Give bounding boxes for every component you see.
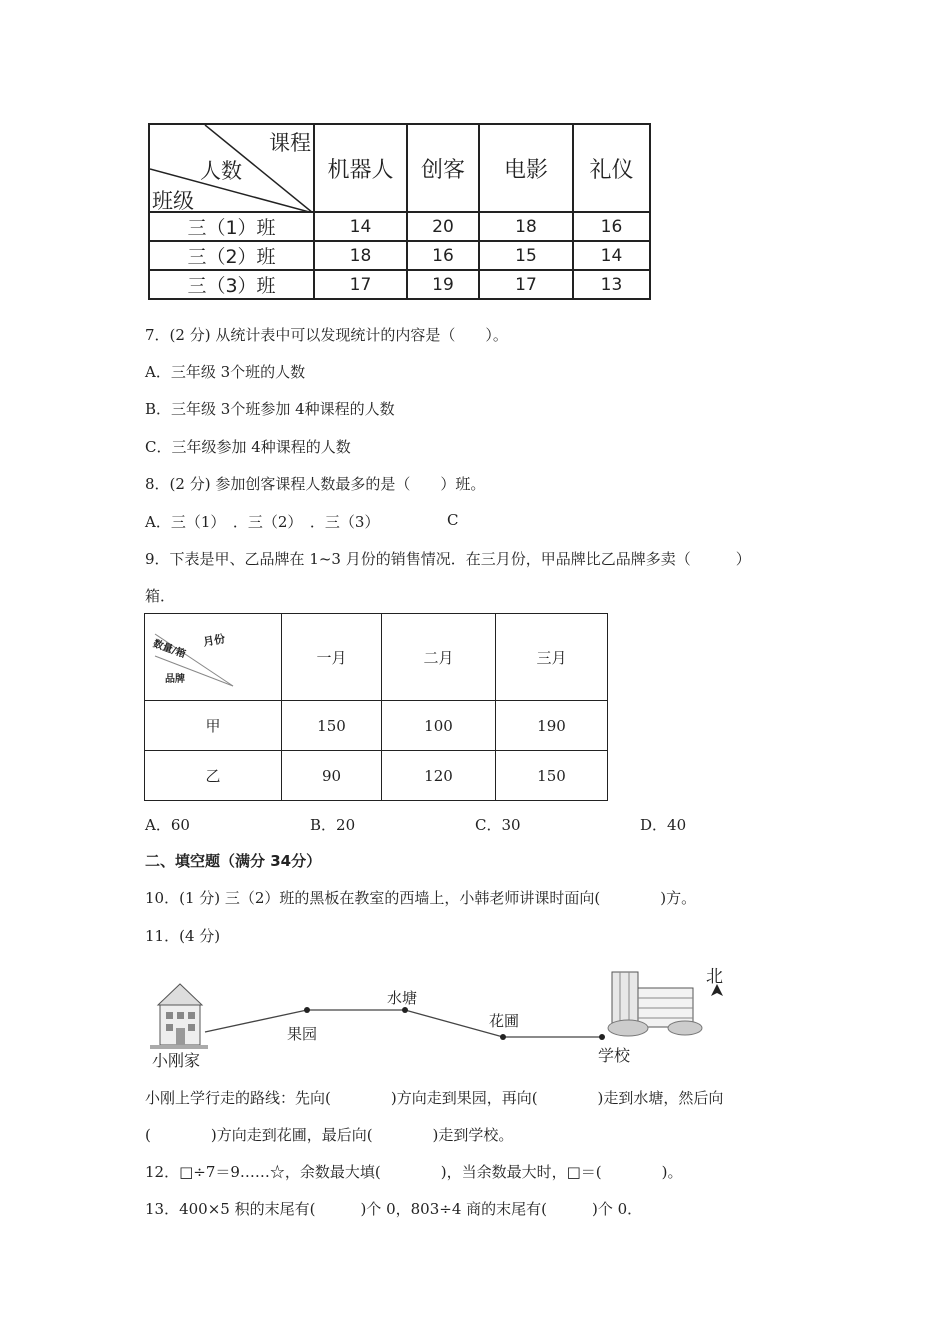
table-row <box>145 751 608 801</box>
cell: 15 <box>479 241 573 270</box>
question-11-line-2: ( )方向走到花圃，最后向( )走到学校。 <box>145 1126 514 1144</box>
question-9-option-b: B．20 <box>310 816 356 834</box>
cell: 18 <box>314 241 407 270</box>
question-9-option-d: D．40 <box>640 816 687 834</box>
question-7-stem: 7．(2 分) 从统计表中可以发现统计的内容是（ ）。 <box>145 326 508 344</box>
table-corner-cell <box>145 614 282 701</box>
header-cell: 三月 <box>496 614 608 701</box>
table-row <box>149 241 650 270</box>
cell: 150 <box>496 751 608 801</box>
header-cell: 创客 <box>407 124 479 212</box>
table-row <box>149 270 650 299</box>
cell: 14 <box>573 241 650 270</box>
map-garden-label: 花圃 <box>489 1012 520 1030</box>
table-row <box>149 212 650 241</box>
header-cell: 电影 <box>479 124 573 212</box>
question-7-option-b: B．三年级 3个班参加 4种课程的人数 <box>145 400 395 418</box>
corner-top: 月份 <box>202 632 227 649</box>
question-7-option-a: A．三年级 3个班的人数 <box>145 363 306 381</box>
question-8-extra: C <box>447 511 459 529</box>
route-map <box>150 960 740 1075</box>
header-cell: 礼仪 <box>573 124 650 212</box>
cell: 17 <box>479 270 573 299</box>
header-cell: 二月 <box>382 614 496 701</box>
cell: 90 <box>282 751 382 801</box>
corner-bottom: 班级 <box>152 189 194 213</box>
school-point <box>599 1034 605 1040</box>
cell: 20 <box>407 212 479 241</box>
question-9-option-c: C．30 <box>475 816 521 834</box>
question-9-option-a: A．60 <box>145 816 190 834</box>
header-cell: 一月 <box>282 614 382 701</box>
cell: 14 <box>314 212 407 241</box>
corner-top: 课程 <box>269 131 311 155</box>
cell: 16 <box>407 241 479 270</box>
cell: 100 <box>382 701 496 751</box>
question-11-stem: 11．(4 分) <box>145 927 221 945</box>
header-cell: 机器人 <box>314 124 407 212</box>
cell: 190 <box>496 701 608 751</box>
cell: 120 <box>382 751 496 801</box>
question-13: 13．400×5 积的末尾有( )个 0，803÷4 商的末尾有( )个 0． <box>145 1200 643 1218</box>
map-north-label: 北 <box>706 967 723 987</box>
school-icon <box>608 972 702 1036</box>
course-table <box>148 123 651 300</box>
cell: 150 <box>282 701 382 751</box>
map-pond-label: 水塘 <box>387 989 418 1007</box>
row-label: 甲 <box>145 701 282 751</box>
cell: 16 <box>573 212 650 241</box>
question-11-line-1: 小刚上学行走的路线：先向( )方向走到果园，再向( )走到水塘，然后向 <box>145 1089 724 1107</box>
route-line <box>205 1010 602 1037</box>
question-8-options: A．三（1） ．三（2） ．三（3） <box>145 513 380 531</box>
section-2-title: 二、填空题（满分 34分） <box>145 852 322 870</box>
cell: 17 <box>314 270 407 299</box>
cell: 13 <box>573 270 650 299</box>
question-8-stem: 8．(2 分) 参加创客课程人数最多的是（ ）班。 <box>145 475 486 493</box>
cell: 19 <box>407 270 479 299</box>
table-row <box>145 701 608 751</box>
orchard-point <box>304 1007 310 1013</box>
question-10: 10．(1 分) 三（2）班的黑板在教室的西墙上，小韩老师讲课时面向( )方。 <box>145 889 697 907</box>
cell: 18 <box>479 212 573 241</box>
corner-mid: 数量/箱 <box>151 638 187 661</box>
question-12: 12．□÷7＝9……☆，余数最大填( )，当余数最大时，□＝( )。 <box>145 1163 683 1181</box>
question-9-stem-cont: 箱． <box>145 587 176 605</box>
map-school-label: 学校 <box>598 1046 631 1065</box>
house-icon <box>150 984 208 1049</box>
garden-point <box>500 1034 506 1040</box>
row-label: 三（2）班 <box>149 241 314 270</box>
row-label: 三（1）班 <box>149 212 314 241</box>
table-corner-cell <box>149 124 314 212</box>
map-orchard-label: 果园 <box>287 1025 318 1043</box>
sales-table <box>144 613 608 801</box>
corner-mid: 人数 <box>200 159 242 183</box>
row-label: 三（3）班 <box>149 270 314 299</box>
row-label: 乙 <box>145 751 282 801</box>
corner-bottom: 品牌 <box>165 674 185 685</box>
question-7-option-c: C．三年级参加 4种课程的人数 <box>145 438 351 456</box>
map-home-label: 小刚家 <box>152 1051 201 1070</box>
diagonal-lines <box>145 614 281 701</box>
question-9-stem: 9．下表是甲、乙品牌在 1~3 月份的销售情况．在三月份，甲品牌比乙品牌多卖（ ） <box>145 550 751 568</box>
